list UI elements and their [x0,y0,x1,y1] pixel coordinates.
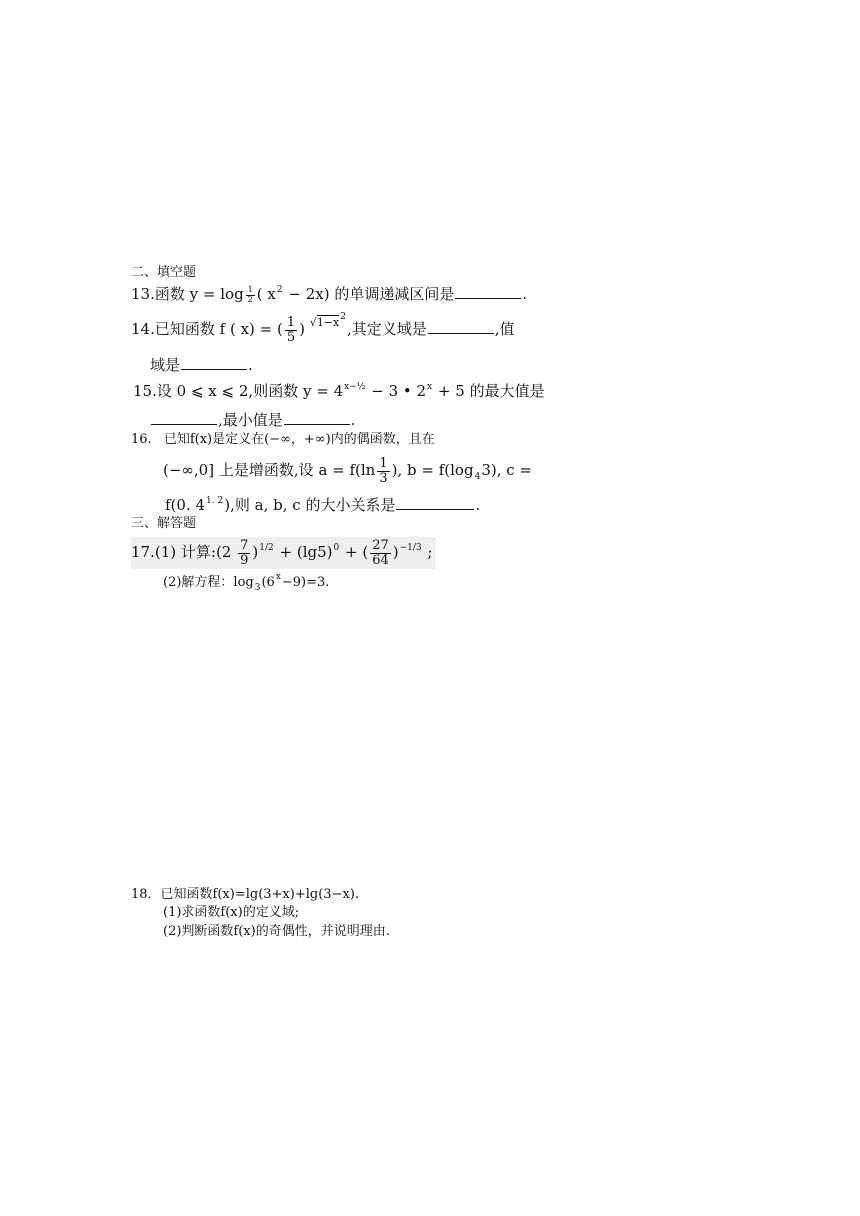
question-17-p1a: (2 [215,543,232,562]
question-18: 18．已知函数f(x)=lg(3+x)+lg(3−x). [131,887,359,902]
question-16-a: a = f(ln [318,461,376,480]
question-16-fraction: $\frac{1}{3}$ [379,456,388,486]
question-16-line1: 已知f(x)是定义在(−∞，+∞)内的偶函数，且在 [163,432,435,447]
section-answer: 三、解答题 [131,516,197,531]
question-18-part1: (1)求函数f(x)的定义域; [163,905,300,920]
question-17-p1d: + ( [340,543,369,562]
question-14-end: . [248,356,253,374]
question-17-part1-label: (1) 计算: [154,543,216,562]
question-18-part2: (2)判断函数f(x)的奇偶性，并说明理由. [163,924,390,939]
question-16-line3a: f(0. 4 [165,496,206,514]
question-14-fx: f ( x) = ( [219,320,283,339]
question-14-line2 [150,357,253,373]
question-17-p1b: ) [252,543,259,562]
question-14-line2-text: 域是 [150,356,181,374]
question-15-text-d: ,最小值是 [218,411,283,429]
question-17-part2: (2)解方程：$\log_3(6^x-9)=3$. [163,572,330,593]
answer-blank[interactable] [455,286,521,299]
log-base-fraction: $\frac{1}{2}$ [247,285,253,304]
answer-blank[interactable] [396,497,474,510]
question-17-p1f: ; [422,543,433,562]
question-16-c: 3), c = [481,461,532,480]
question-16-vars: a, b, c [254,496,301,514]
question-16 [131,433,435,446]
question-17-number: 17. [131,543,155,562]
answer-blank[interactable] [428,321,494,334]
question-14-close: ) [299,320,306,339]
question-17-fraction-1: $\frac{7}{9}$ [240,538,249,568]
question-13-number: 13. [131,285,155,303]
question-17-fraction-2: $\frac{27}{64}$ [372,538,389,568]
question-16-line2b: 上是增函数,设 [218,461,314,480]
question-16-line3c: 的大小关系是 [305,496,396,514]
question-15-condition: 0 ⩽ x ⩽ 2 [176,382,249,400]
question-13-y: y = log [189,285,244,303]
sqrt-exponent: √1−x2 [309,312,346,330]
section-fill-in: 二、填空题 [131,265,197,280]
question-14-text-a: 已知函数 [154,320,215,339]
question-16-b: ), b = f(log [391,461,474,480]
question-17-part2-b: (6 [261,575,275,590]
question-13-text-a: 函数 [154,285,185,303]
question-15-expr-rest: − 3 • 2 [366,382,427,400]
question-15-text-c: 的最大值是 [469,382,545,400]
answer-blank[interactable] [181,357,247,370]
question-16-line2: (−∞,0] 上是增函数,设 a = f(ln $\frac{1}{3}$ ), $b = f(\log_43)$, c = [163,456,532,486]
question-15: 15.设 0 ⩽ x ⩽ 2,则函数 $y = 4^{x-\frac{1}{2}} - 3$ • $2^x + 5$ 的最大值是 [133,382,545,400]
question-17-p1e: ) [392,543,399,562]
question-15-number: 15. [133,382,157,400]
question-14-number: 14. [131,320,155,339]
question-14 [131,312,515,345]
question-15-end: . [350,411,356,429]
question-14-text-c: ,值 [494,320,515,339]
question-15-text-b: ,则函数 [248,382,299,400]
question-17-part2-a: (2)解方程：log [163,575,254,590]
question-13-arg-rest: − 2x) [283,285,330,303]
question-16-line3b: ),则 [224,496,250,514]
question-16-line3: f(0. $4^{1. 2}$),则 a, b, c 的大小关系是 . [165,496,481,514]
question-15-line2 [150,412,356,428]
question-15-expr: y = 4 [302,382,344,400]
question-14-fraction: $\frac{1}{5}$ [286,315,296,345]
question-15-plus: + 5 [433,382,465,400]
question-13-arg: ( x [256,285,276,303]
question-17: 17.(1) 计算:(2 $\frac{7}{9}$ )$^{1/2} + (\lg 5)^0$ + ( $\frac{27}{64}$ )$^{-1/3}$ ; [131,537,436,569]
answer-blank[interactable] [151,412,217,425]
answer-blank[interactable] [284,412,350,425]
question-13: 13.函数 y = log $\frac{1}{2}$ ( $x^2 - 2x$) 的单调递减区间是 . [131,285,528,304]
question-16-end: . [475,496,481,514]
question-13-text-b: 的单调递减区间是 [334,285,455,303]
question-13-end: . [522,285,528,303]
question-17-p1c: + (lg5) [274,543,333,562]
question-15-text-a: 设 [156,382,172,400]
question-14-text-b: ,其定义域是 [346,320,427,339]
question-16-interval: (−∞,0] [163,461,215,480]
question-16-number: 16. [131,432,152,447]
question-17-part2-c: −9)=3. [281,575,330,590]
